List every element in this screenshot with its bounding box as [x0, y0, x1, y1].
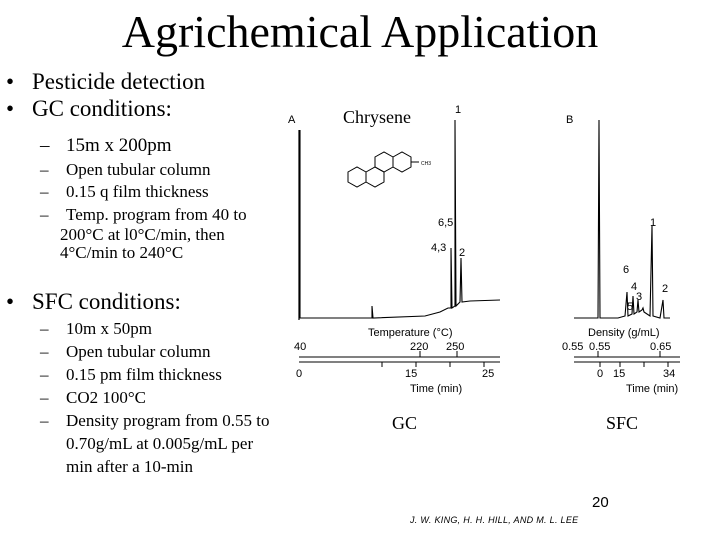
bullet-dot: • [6, 289, 15, 314]
gc-peak-label: 6,5 [438, 217, 454, 229]
caption-sfc: SFC [606, 413, 639, 433]
bullet-text: Pesticide detection [32, 69, 206, 94]
gc-trace [300, 120, 500, 318]
gc-item-text: Temp. program from 40 to [66, 205, 247, 224]
sfc-time-tick-label: 0 [597, 368, 604, 380]
gc-continuation: 200°C at l0°C/min, then [60, 225, 225, 244]
sfc-continuation: 0.70g/mL at 0.005g/mL per [66, 434, 254, 453]
sfc-time-axis-label: Time (min) [626, 383, 679, 395]
sfc-item: – 10m x 50pm [40, 319, 152, 338]
ch3-label: CH3 [421, 161, 432, 167]
chrysene-ring [393, 152, 411, 172]
gc-continuation: 4°C/min to 240°C [60, 243, 184, 262]
sfc-density-tick-label: 0.55 [589, 341, 611, 353]
sfc-peak-label: 3 [636, 291, 643, 303]
sfc-time-tick-label: 34 [663, 368, 676, 380]
panel-b-letter: B [566, 114, 574, 126]
gc-temp-tick-label: 250 [446, 341, 465, 353]
gc-peak-label: 4,3 [431, 242, 447, 254]
gc-peak-label: 2 [459, 247, 466, 259]
gc-item-text: 15m x 200pm [66, 135, 172, 156]
sfc-item-text: 10m x 50pm [66, 319, 152, 338]
sfc-item: – CO2 100°C [40, 388, 147, 407]
sfc-density-axis-label: Density (g/mL) [588, 327, 660, 339]
chrysene-ring [375, 152, 393, 172]
compound-label: Chrysene [343, 107, 411, 127]
sfc-peak-label: 2 [662, 283, 669, 295]
gc-item: – Temp. program from 40 to [40, 205, 247, 224]
slide-title: Agrichemical Application [121, 6, 599, 57]
sfc-item-text: Open tubular column [66, 342, 211, 361]
chrysene-ring [348, 167, 366, 187]
gc-item: – 15m x 200pm [40, 135, 172, 156]
gc-peak-label: 1 [455, 104, 462, 116]
sfc-item: – Density program from 0.55 to [40, 411, 270, 430]
sfc-item-text: Density program from 0.55 to [66, 411, 270, 430]
sfc-peak-label: 6 [623, 264, 630, 276]
caption-gc: GC [392, 413, 418, 433]
sfc-density-tick-label: 0.65 [650, 341, 672, 353]
sfc-item: – 0.15 pm film thickness [40, 365, 222, 384]
gc-item-text: 0.15 q film thickness [66, 182, 209, 201]
gc-time-tick-label: 25 [482, 368, 495, 380]
gc-temp-tick-label: 220 [410, 341, 429, 353]
sfc-item-text: 0.15 pm film thickness [66, 365, 222, 384]
gc-item: – 0.15 q film thickness [40, 182, 209, 201]
page-number: 20 [592, 494, 609, 511]
bullet-text: GC conditions: [32, 96, 172, 121]
gc-item-text: Open tubular column [66, 160, 211, 179]
credit-line: J. W. KING, H. H. HILL, AND M. L. LEE [410, 515, 579, 525]
sfc-peak-label: 4 [631, 281, 638, 293]
sfc-continuation: min after a 10-min [66, 457, 193, 476]
gc-item: – Open tubular column [40, 160, 211, 179]
gc-time-tick-label: 15 [405, 368, 418, 380]
gc-time-tick-label: 0 [296, 368, 303, 380]
bullet-dot: • [6, 69, 15, 94]
sfc-time-tick-label: 15 [613, 368, 626, 380]
sfc-item: – Open tubular column [40, 342, 211, 361]
gc-temp-tick-label: 40 [294, 341, 307, 353]
panel-a-letter: A [288, 114, 296, 126]
gc-temp-axis-label: Temperature (°C) [368, 327, 453, 339]
bullet-dot: • [6, 96, 15, 121]
bullet-text: SFC conditions: [32, 289, 181, 314]
sfc-density-tick-label: 0.55 [562, 341, 584, 353]
sfc-peak-label: 1 [650, 217, 657, 229]
sfc-peak-label: 5 [627, 301, 634, 313]
sfc-item-text: CO2 100°C [66, 388, 147, 407]
gc-time-axis-label: Time (min) [410, 383, 463, 395]
chrysene-structure [348, 152, 419, 187]
